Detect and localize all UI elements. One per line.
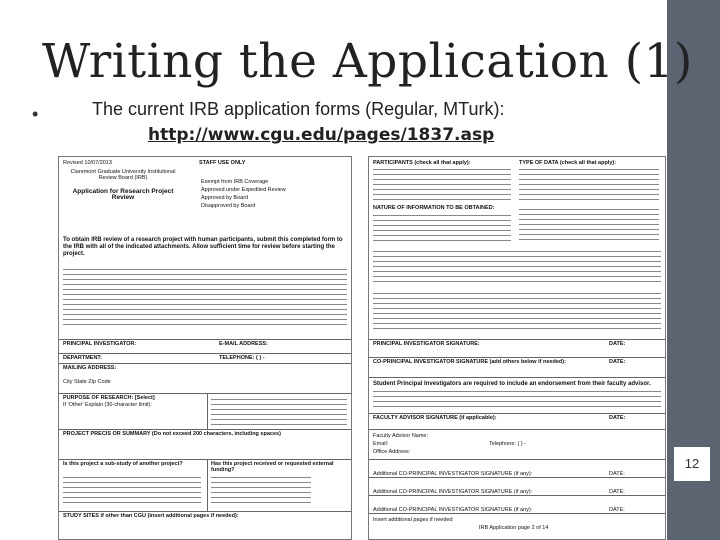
add-copi-3: Additional CO-PRINCIPAL INVESTIGATOR SIGNATURE (if any): — [373, 507, 533, 513]
types-label: TYPE OF DATA (check all that apply): — [519, 160, 617, 166]
faculty-email-label: Email: — [373, 441, 389, 447]
add-copi-2-date: DATE: — [609, 489, 625, 495]
copi-signature-label: CO-PRINCIPAL INVESTIGATOR SIGNATURE (add others below if needed): — [373, 359, 566, 365]
advisor-statement — [373, 389, 661, 411]
bullet-icon: • — [32, 104, 39, 124]
substudy-label: Is this project a sub-study of another project? — [63, 461, 183, 467]
faculty-telephone-label: Telephone: ( ) - — [489, 441, 526, 447]
pi-date-label: DATE: — [609, 341, 626, 347]
forms-link[interactable]: http://www.cgu.edu/pages/1837.asp — [148, 125, 495, 145]
risk-list — [373, 213, 511, 241]
other-label: If 'Other' Explain (30-character limit): — [63, 402, 152, 408]
action-2: Approved under Expedited Review — [201, 187, 286, 193]
form-revised-date: Revised 10/07/2013 — [63, 160, 112, 166]
risk-label: NATURE OF INFORMATION TO BE OBTAINED: — [373, 205, 495, 211]
faculty-signature-label: FACULTY ADVISOR SIGNATURE (if applicable): — [373, 415, 497, 421]
purpose-label: PURPOSE OF RESEARCH: [Select] — [63, 395, 155, 401]
form-instructions-text — [63, 267, 347, 329]
student-note: Student Principal Investigators are required to include an endorsement from their faculty advisor. — [373, 381, 651, 387]
participants-label: PARTICIPANTS (check all that apply): — [373, 160, 471, 166]
irb-approval-text — [211, 397, 347, 425]
faculty-name-label: Faculty Advisor Name: — [373, 433, 429, 439]
add-copi-3-date: DATE: — [609, 507, 625, 513]
irb-form-page-1 — [58, 156, 352, 540]
substudy-text — [63, 475, 201, 507]
bullet-text: The current IRB application forms (Regular, MTurk): — [92, 99, 505, 119]
dept-label: DEPARTMENT: — [63, 355, 103, 361]
sites-label: STUDY SITES if other than CGU (insert additional pages if needed): — [63, 513, 239, 519]
precis-label: PROJECT PRECIS OR SUMMARY (Do not exceed 200 characters, including spaces) — [63, 431, 281, 437]
add-copi-2: Additional CO-PRINCIPAL INVESTIGATOR SIGNATURE (if any): — [373, 489, 533, 495]
insert-pages-note: Insert additional pages if needed — [373, 517, 453, 523]
irb-form-page-2 — [368, 156, 666, 540]
slide-title: Writing the Application (1) — [42, 34, 693, 89]
action-1: Exempt from IRB Coverage — [201, 179, 269, 185]
copi-statement — [373, 291, 661, 333]
funding-label: Has this project received or requested external funding? — [211, 461, 334, 474]
form-intro: To obtain IRB review of a research project with human participants, submit this completed form to the IRB with all of the indicated attachments. Allow sufficient time for review before starting the project. — [63, 237, 343, 257]
tel-label: TELEPHONE: ( ) - — [219, 355, 265, 361]
pi-label: PRINCIPAL INVESTIGATOR: — [63, 341, 137, 347]
types-list — [519, 167, 659, 203]
form-app-title: Application for Research Project Review — [72, 188, 174, 202]
form-org: Claremont Graduate University Institutional Review Board (IRB) — [70, 169, 176, 182]
action-4: Disapproved by Board — [201, 203, 256, 209]
faculty-office-label: Office Address: — [373, 449, 411, 455]
other-list — [519, 207, 659, 241]
form-footer: IRB Application page 2 of 14 — [479, 525, 549, 531]
participants-list — [373, 167, 511, 203]
funding-text — [211, 475, 311, 507]
faculty-date-label: DATE: — [609, 415, 626, 421]
copi-date-label: DATE: — [609, 359, 626, 365]
city-state-zip: City State Zip Code — [63, 379, 111, 385]
pi-signature-label: PRINCIPAL INVESTIGATOR SIGNATURE: — [373, 341, 480, 347]
signature-statement — [373, 249, 661, 285]
staff-use-label: STAFF USE ONLY — [199, 160, 246, 166]
add-copi-1: Additional CO-PRINCIPAL INVESTIGATOR SIGNATURE (if any): — [373, 471, 533, 477]
mail-label: MAILING ADDRESS: — [63, 365, 117, 371]
add-copi-1-date: DATE: — [609, 471, 625, 477]
email-label: E-MAIL ADDRESS: — [219, 341, 268, 347]
action-3: Approved by Board — [201, 195, 249, 201]
page-number: 12 — [672, 447, 712, 481]
